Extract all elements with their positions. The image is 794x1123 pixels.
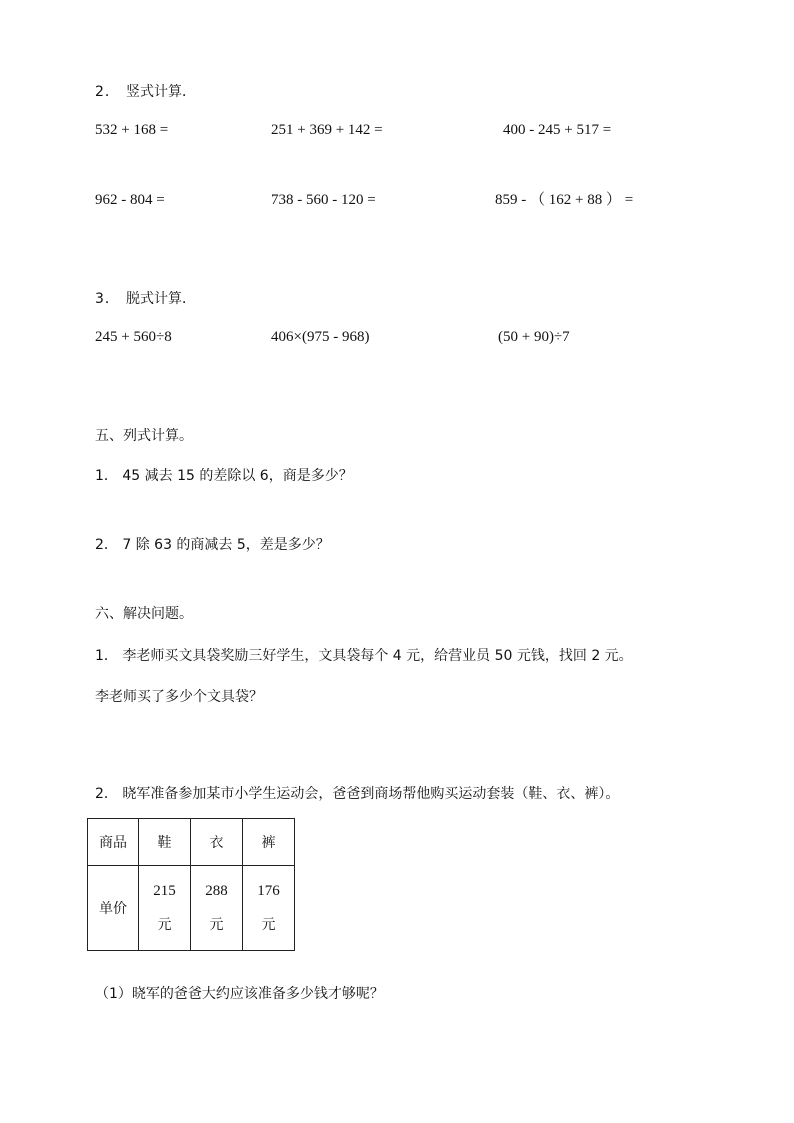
expression: 962 - 804 = (95, 192, 165, 208)
expression: 400 - 245 + 517 = (503, 122, 612, 138)
price-unit: 元 (209, 917, 224, 933)
expression: 532 + 168 = (95, 122, 169, 138)
question-number-2: 2． (95, 84, 120, 100)
price-value: 176 (257, 883, 280, 899)
sub-question-text: （1）晓军的爸爸大约应该准备多少钱才够呢？ (95, 986, 384, 1002)
question-text: 1． 李老师买文具袋奖励三好学生，文具袋每个 4 元，给营业员 50 元钱，找回 2 元。 (95, 648, 633, 664)
question-text: 2． 7 除 63 的商减去 5，差是多少？ (95, 537, 330, 553)
expression: 406×(975 - 968) (271, 329, 370, 345)
table-cell (191, 866, 243, 951)
price-value: 288 (205, 883, 228, 899)
question-text: 2． 晓军准备参加某市小学生运动会，爸爸到商场帮他购买运动套装（鞋、衣、裤）。 (95, 786, 620, 802)
expression: 859 - （ 162 + 88 ） = (495, 192, 634, 208)
price-unit: 元 (157, 917, 172, 933)
price-value: 215 (153, 883, 176, 899)
section-heading-5: 五、列式计算。 (95, 428, 193, 444)
table-header: 裤 (243, 819, 295, 866)
question-text: 1． 45 减去 15 的差除以 6，商是多少？ (95, 468, 353, 484)
table-row-label: 单价 (88, 866, 139, 951)
price-table (87, 818, 295, 951)
table-header: 衣 (191, 819, 243, 866)
expression: 245 + 560÷8 (95, 329, 172, 345)
section-heading-6: 六、解决问题。 (95, 606, 193, 622)
question-title-step-calc: 脱式计算． (126, 291, 196, 307)
table-header: 鞋 (139, 819, 191, 866)
table-cell (243, 866, 295, 951)
expression: 251 + 369 + 142 = (271, 122, 383, 138)
question-text: 李老师买了多少个文具袋？ (95, 689, 263, 705)
question-number-3: 3． (95, 291, 120, 307)
table-cell (139, 866, 191, 951)
question-title-vertical-calc: 竖式计算． (126, 84, 196, 100)
price-unit: 元 (261, 917, 276, 933)
table-header: 商品 (88, 819, 139, 866)
expression: (50 + 90)÷7 (498, 329, 570, 345)
expression: 738 - 560 - 120 = (271, 192, 376, 208)
